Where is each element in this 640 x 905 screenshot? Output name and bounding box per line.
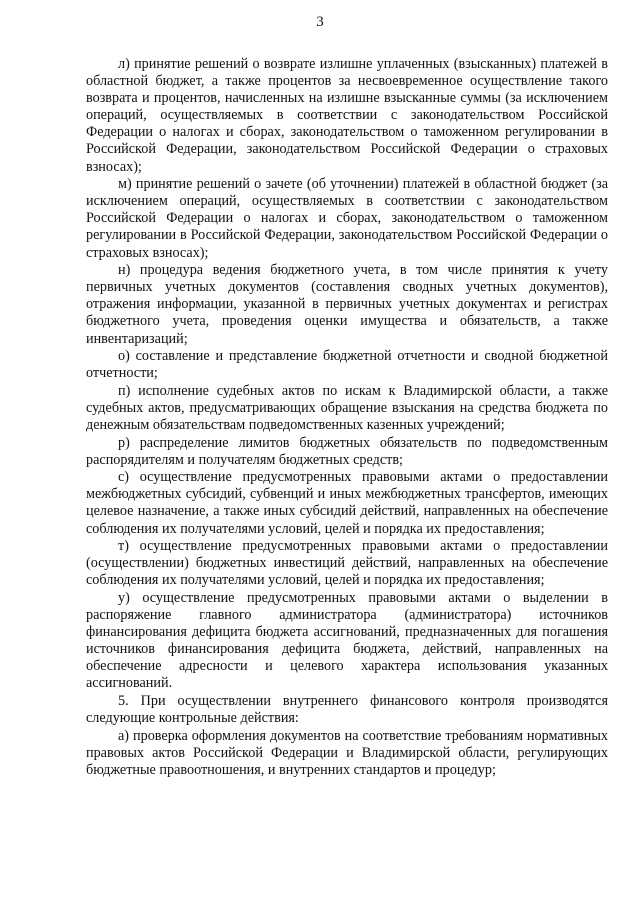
paragraph-p: п) исполнение судебных актов по искам к Владимирской области, а также судебных актов, предусматривающих обращение взыскания на средства бюджета по денежным обязательствам подведомственных казенных учреждений; (86, 382, 608, 433)
document-body (86, 56, 608, 779)
paragraph-n: н) процедура ведения бюджетного учета, в том числе принятия к учету первичных учетных документов (составления сводных учетных документов), отражения информации, указанной в первичных учетных документах и регистрах бюджетного учета, проведения оценки имущества и обязательств, а также инвентаризаций; (86, 262, 608, 347)
paragraph-r: р) распределение лимитов бюджетных обязательств по подведомственным распорядителям и получателям бюджетных средств; (86, 434, 608, 468)
paragraph-5: 5. При осуществлении внутреннего финансового контроля производятся следующие контрольные действия: (86, 692, 608, 727)
paragraph-s: с) осуществление предусмотренных правовыми актами о предоставлении межбюджетных субсидий, субвенций и иных межбюджетных трансфертов, имеющих целевое назначение, а также иных субсидий действий, направленных на обеспечение соблюдения их получателями условий, целей и порядка их предоставления; (86, 469, 608, 537)
page-number: 3 (316, 14, 324, 30)
paragraph-u: у) осуществление предусмотренных правовыми актами о выделении в распоряжение главного администратора (администратора) источников финансирования дефицита бюджета ассигнований, предназначенных для погашения источников финансирования дефицита бюджета, действий, направленных на обеспечение адресности и целевого характера использования указанных ассигнований. (86, 589, 608, 692)
paragraph-l: л) принятие решений о возврате излишне уплаченных (взысканных) платежей в областной бюджет, а также процентов за несвоевременное осуществление такого возврата и процентов, начисленных на излишне взысканные суммы (за исключением операций, осуществляемых в соответствии с законодательством Российской Федерации о налогах и сборах, законодательством о таможенном регулировании в Российской Федерации, законодательством Российской Федерации о страховых взносах); (86, 56, 608, 175)
paragraph-m: м) принятие решений о зачете (об уточнении) платежей в областной бюджет (за исключением операций, осуществляемых в соответствии с законодательством Российской Федерации о налогах и сборах, законодательством о таможенном регулировании в Российской Федерации, законодательством Российской Федерации о страховых взносах); (86, 176, 608, 261)
paragraph-a: а) проверка оформления документов на соответствие требованиям нормативных правовых актов Российской Федерации и Владимирской области, регулирующих бюджетные правоотношения, и внутренних стандартов и процедур; (86, 727, 608, 778)
paragraph-o: о) составление и представление бюджетной отчетности и сводной бюджетной отчетности; (86, 348, 608, 382)
paragraph-t: т) осуществление предусмотренных правовыми актами о предоставлении (осуществлении) бюджетных инвестиций действий, направленных на обеспечение соблюдения их получателями условий, целей и порядка их предоставления; (86, 538, 608, 589)
